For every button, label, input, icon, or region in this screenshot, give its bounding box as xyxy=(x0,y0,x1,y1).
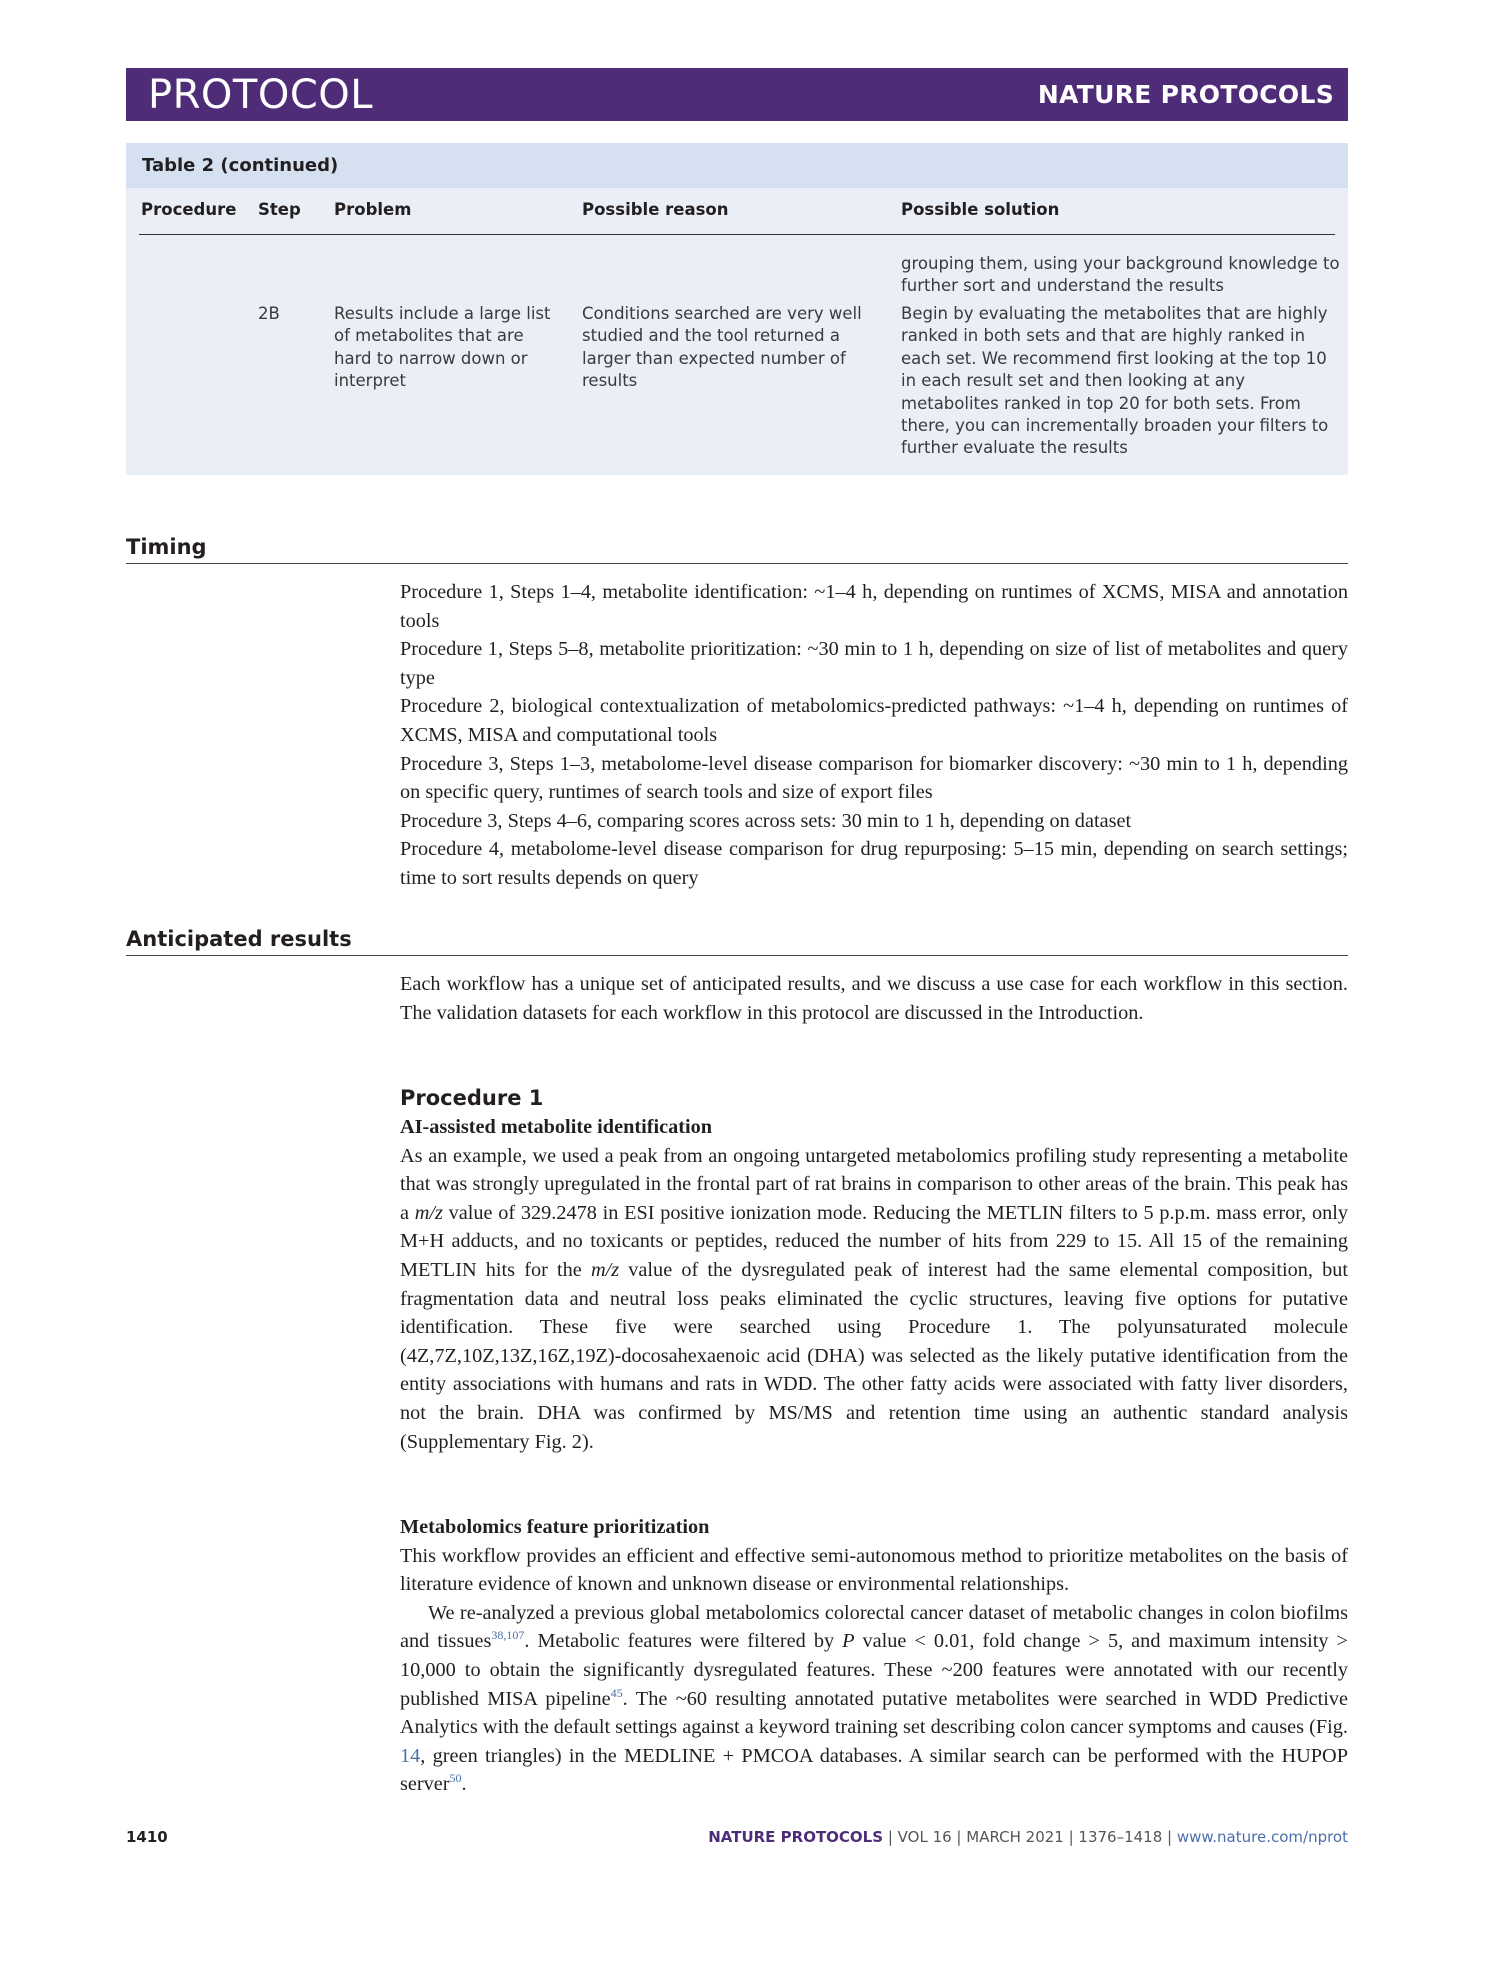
problem-cell: Results include a large list of metabolites that are hard to narrow down or interpret xyxy=(334,304,551,391)
journal-banner xyxy=(126,68,1348,121)
timing-item: Procedure 3, Steps 1–3, metabolome-level disease comparison for biomarker discovery: ~30 min to 1 h, depending on specific query, runtimes of search tools and size of export files xyxy=(400,752,1348,804)
col-header-problem: Problem xyxy=(334,200,412,219)
timing-heading: Timing xyxy=(126,533,1348,564)
table-title: Table 2 (continued) xyxy=(126,143,1348,188)
anticipated-intro xyxy=(400,970,1348,1027)
footer-journal: NATURE PROTOCOLS xyxy=(708,1828,884,1846)
intro-paragraph: Each workflow has a unique set of anticipated results, and we discuss a use case for each workflow in this section. The validation datasets for each workflow in this protocol are discussed in the Introduction. xyxy=(400,973,1348,1024)
journal-url-link[interactable]: www.nature.com/nprot xyxy=(1176,1828,1348,1846)
subheading-prioritization: Metabolomics feature prioritization xyxy=(400,1516,710,1538)
reanalysis-paragraph: We re-analyzed a previous global metabolomics colorectal cancer dataset of metabolic changes in colon biofilms and tissues$^{38,107}$. Metabolic features were filtered by P value < 0.01, fold change > 5, and maximum intensity > 10,000 to obtain the significantly dysregulated features. These ~200 features were annotated with our recently published MISA pipeline$^{45}$. The ~60 resulting annotated putative metabolites were searched in WDD Predictive Analytics with the default settings against a keyword training set describing colon cancer symptoms and causes (Fig. 14, green triangles) in the MEDLINE + PMCOA databases. A similar search can be performed with the HUPOP server$^{50}$. xyxy=(400,1601,1348,1796)
col-header-procedure: Procedure xyxy=(141,200,237,219)
reference-link[interactable]: 38,107 xyxy=(491,1628,525,1643)
continued-solution-cell: grouping them, using your background knowledge to further sort and understand the results xyxy=(901,254,1340,296)
timing-item: Procedure 1, Steps 5–8, metabolite prioritization: ~30 min to 1 h, depending on size of list of metabolites and query type xyxy=(400,638,1348,689)
footer-citation xyxy=(708,1827,1348,1847)
page-number: 1410 xyxy=(126,1828,168,1846)
reason-cell: Conditions searched are very well studied and the tool returned a larger than expected number of results xyxy=(582,304,862,391)
prioritization-paragraph: This workflow provides an efficient and effective semi-autonomous method to prioritize metabolites on the basis of literature evidence of known and unknown disease or environmental relationships. xyxy=(400,1544,1348,1596)
timing-item: Procedure 4, metabolome-level disease comparison for drug repurposing: 5–15 min, depending on search settings; time to sort results depends on query xyxy=(400,838,1348,889)
reference-link[interactable]: 45 xyxy=(610,1685,623,1700)
journal-name: NATURE PROTOCOLS xyxy=(1037,80,1334,109)
timing-item: Procedure 3, Steps 4–6, comparing scores across sets: 30 min to 1 h, depending on dataset xyxy=(400,809,1132,832)
subheading-identification: AI-assisted metabolite identification xyxy=(400,1116,713,1138)
timing-item: Procedure 1, Steps 1–4, metabolite identification: ~1–4 h, depending on runtimes of XCMS, MISA and annotation tools xyxy=(400,581,1348,632)
col-header-reason: Possible reason xyxy=(582,200,729,219)
solution-cell: Begin by evaluating the metabolites that are highly ranked in both sets and that are highly ranked in each set. We recommend first looking at the top 10 in each result set and then looking at any metabolites ranked in top 20 for both sets. From there, you can incrementally broaden your filters to further evaluate the results xyxy=(901,304,1329,458)
step-cell: 2B xyxy=(258,304,280,323)
figure-link[interactable]: 14 xyxy=(400,1744,421,1767)
procedure-1-heading: Procedure 1 xyxy=(400,1086,544,1110)
troubleshooting-table xyxy=(126,143,1348,475)
header-rule xyxy=(139,234,1335,235)
reference-link[interactable]: 50 xyxy=(449,1771,462,1786)
col-header-solution: Possible solution xyxy=(901,200,1060,219)
procedure-1-body xyxy=(400,1113,1348,1456)
timing-item: Procedure 2, biological contextualization of metabolomics-predicted pathways: ~1–4 h, depending on runtimes of XCMS, MISA and computational tools xyxy=(400,695,1348,746)
footer-issue: | VOL 16 | MARCH 2021 | 1376–1418 | xyxy=(883,1828,1177,1846)
timing-list xyxy=(400,578,1348,893)
prioritization-body xyxy=(400,1513,1348,1799)
section-label: PROTOCOL xyxy=(148,72,374,118)
anticipated-heading: Anticipated results xyxy=(126,925,1348,956)
identification-paragraph: As an example, we used a peak from an ongoing untargeted metabolomics profiling study representing a metabolite that was strongly upregulated in the frontal part of rat brains in comparison to other areas of the brain. This peak has a m/z value of 329.2478 in ESI positive ionization mode. Reducing the METLIN filters to 5 p.p.m. mass error, only M+H adducts, and no toxicants or peptides, reduced the number of hits from 229 to 15. All 15 of the remaining METLIN hits for the m/z value of the dysregulated peak of interest had the same elemental composition, but fragmentation data and neutral loss peaks eliminated the cyclic structures, leaving five options for putative identification. These five were searched using Procedure 1. The polyunsaturated molecule (4Z,7Z,10Z,13Z,16Z,19Z)-docosahexaenoic acid (DHA) was selected as the likely putative identification from the entity associations with humans and rats in WDD. The other fatty acids were associated with fatty liver disorders, not the brain. DHA was confirmed by MS/MS and retention time using an authentic standard analysis (Supplementary Fig. 2). xyxy=(400,1144,1349,1453)
col-header-step: Step xyxy=(258,200,301,219)
